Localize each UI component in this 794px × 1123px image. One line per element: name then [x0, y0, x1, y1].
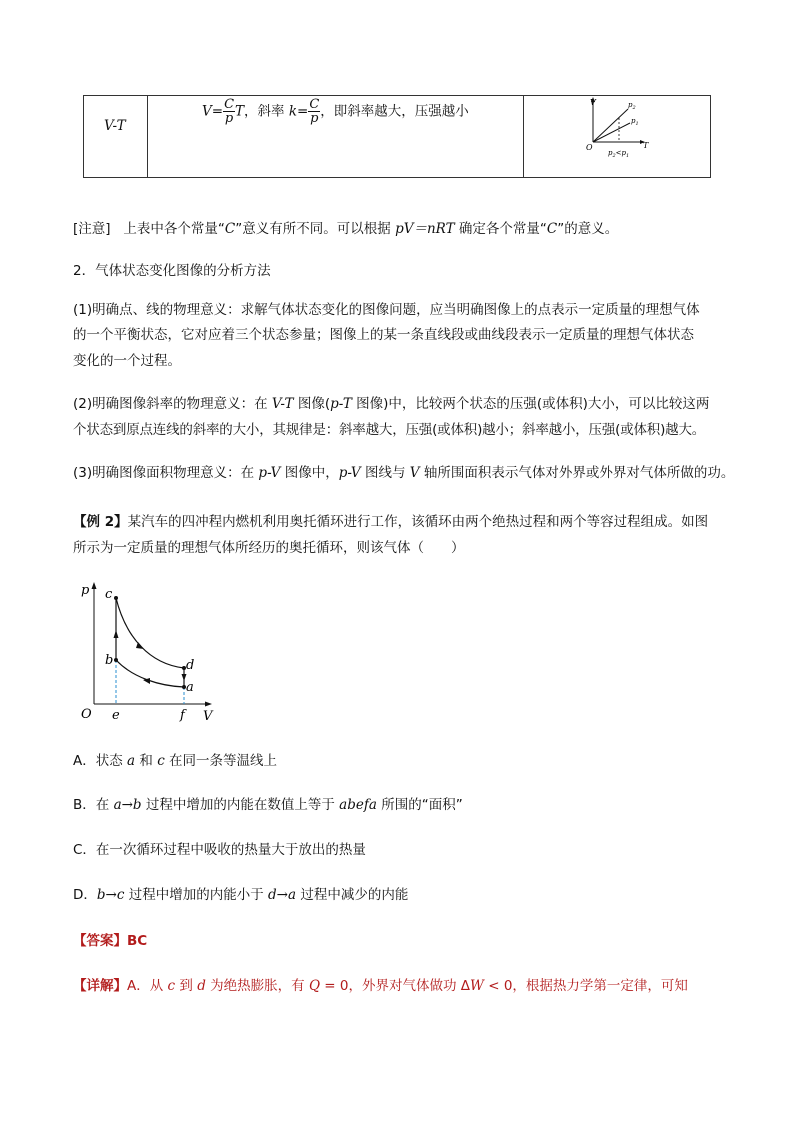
vt-formula: V= $\frac{C}{p}$ T，斜率 k= $\frac{C}{p}$ ，即斜率越大，压强越小	[202, 97, 469, 126]
vt-isobar-graph	[524, 96, 710, 177]
summary-table	[83, 95, 711, 178]
option-a[interactable]: A．状态 a 和 c 在同一条等温线上	[73, 753, 278, 769]
detail-line: 【详解】A．从 c 到 d 为绝热膨胀，有 Q = 0，外界对气体做功 ΔW < 0，根据热力学第一定律，可知	[73, 978, 688, 994]
option-d[interactable]: D．b→c 过程中增加的内能小于 d→a 过程中减少的内能	[73, 887, 409, 903]
table-formula-cell	[148, 96, 524, 177]
note-line: [注意] 上表中各个常量“C”意义有所不同。可以根据 pV＝nRT 确定各个常量“C”的意义。	[73, 221, 619, 237]
paragraph-3: (3)明确图像面积物理意义：在 p-V 图像中，p-V 图线与 V 轴所围面积表示气体对外界或外界对气体所做的功。	[73, 465, 735, 481]
option-c[interactable]: C．在一次循环过程中吸收的热量大于放出的热量	[73, 842, 366, 858]
origin-label: O	[586, 143, 593, 152]
p1-label: $p_1$	[631, 117, 639, 127]
p-axis-label: p	[81, 583, 90, 598]
section-heading: 2．气体状态变化图像的分析方法	[73, 263, 271, 279]
option-b[interactable]: B．在 a→b 过程中增加的内能在数值上等于 abefa 所围的“面积”	[73, 797, 463, 813]
origin-label: O	[81, 707, 92, 722]
point-b-label: b	[105, 653, 114, 668]
pressure-caption: $p_2<p_1$	[608, 149, 630, 159]
v-axis-label: V	[590, 98, 596, 107]
paragraph-2-line-1: (2)明确图像斜率的物理意义：在 V-T 图像(p-T 图像)中，比较两个状态的压强(或体积)大小，可以比较这两	[73, 396, 710, 412]
point-e-label: e	[112, 708, 120, 723]
row-label: V-T	[104, 118, 126, 134]
paragraph-1-line-1: (1)明确点、线的物理意义：求解气体状态变化的图像问题，应当明确图像上的点表示一定质量的理想气体	[73, 302, 700, 318]
example-line-2: 所示为一定质量的理想气体所经历的奥托循环，则该气体（ ）	[73, 540, 465, 556]
p2-label: $p_2$	[628, 101, 636, 111]
t-axis-label: T	[643, 141, 649, 150]
paragraph-2-line-2: 个状态到原点连线的斜率的大小，其规律是：斜率越大，压强(或体积)越小；斜率越小，压强(或体积)越大。	[73, 422, 706, 438]
table-row-label-cell	[84, 96, 148, 177]
otto-cycle-pv-diagram	[78, 578, 223, 726]
point-f-label: f	[180, 708, 185, 723]
point-a-label: a	[186, 680, 194, 695]
v-axis-label: V	[203, 709, 213, 724]
point-d-label: d	[186, 658, 195, 673]
table-graph-cell	[524, 96, 710, 177]
paragraph-1-line-2: 的一个平衡状态，它对应着三个状态参量；图像上的某一条直线段或曲线段表示一定质量的理想气体状态	[73, 327, 694, 343]
answer-line: 【答案】BC	[73, 933, 148, 949]
example-line-1: 【例 2】某汽车的四冲程内燃机利用奥托循环进行工作，该循环由两个绝热过程和两个等容过程组成。如图	[73, 514, 709, 530]
point-c-label: c	[105, 587, 113, 602]
paragraph-1-line-3: 变化的一个过程。	[73, 353, 181, 369]
